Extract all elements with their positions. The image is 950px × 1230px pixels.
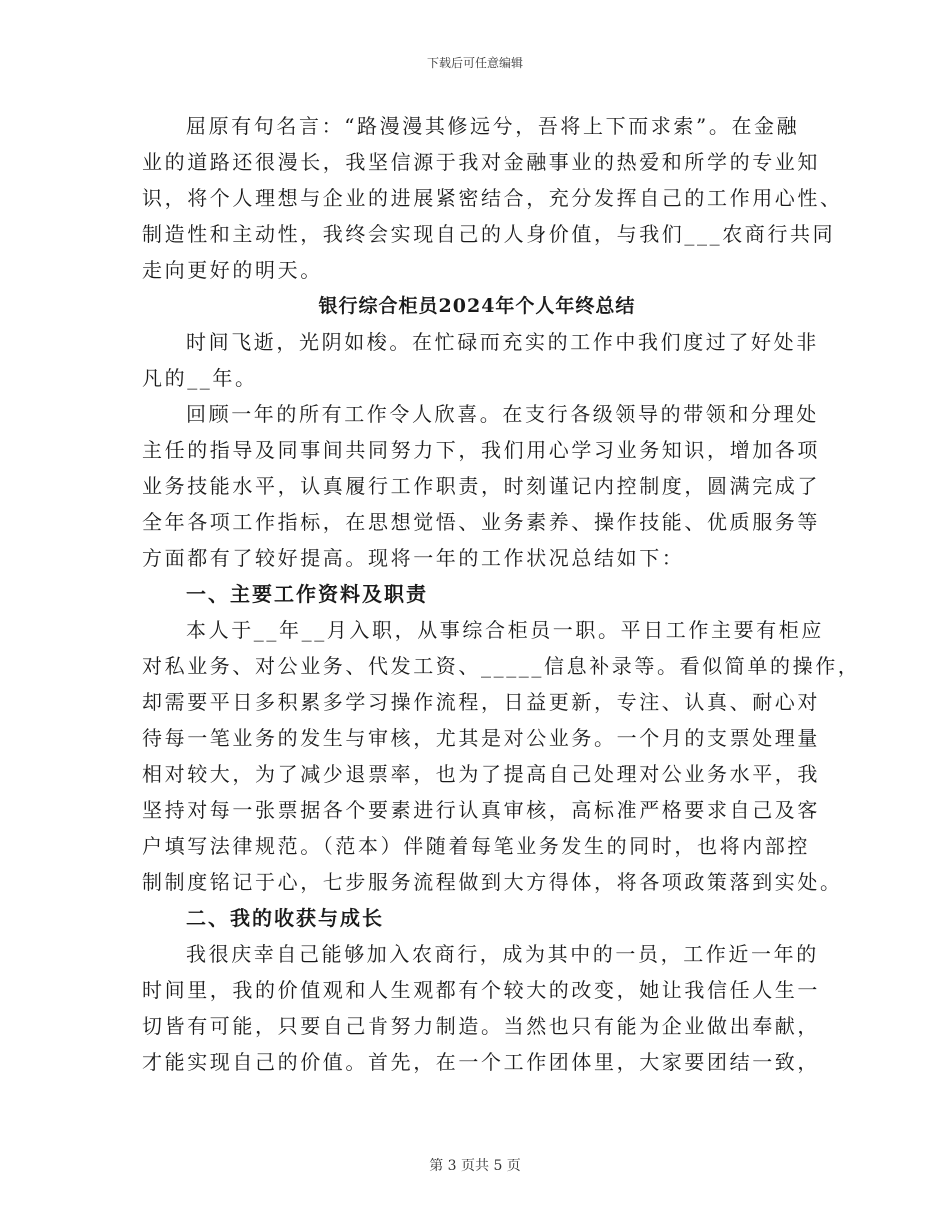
paragraph-line: 制造性和主动性，我终会实现自己的人身价值，与我们___农商行共同 — [142, 222, 836, 246]
section-heading: 一、主要工作资料及职责 — [186, 582, 428, 606]
paragraph-line: 主任的指导及同事间共同努力下，我们用心学习业务知识，增加各项 — [142, 438, 820, 462]
paragraph-line: 才能实现自己的价值。首先，在一个工作团体里，大家要团结一致， — [142, 1050, 820, 1074]
paragraph-line: 业的道路还很漫长，我坚信源于我对金融事业的热爱和所学的专业知 — [142, 150, 820, 174]
paragraph-line: 对私业务、对公业务、代发工资、_____信息补录等。看似简单的操作， — [142, 654, 861, 678]
document-title: 银行综合柜员2024年个人年终总结 — [318, 295, 636, 317]
paragraph-line: 屈原有句名言：“路漫漫其修远兮，吾将上下而求索”。在金融 — [186, 114, 800, 138]
paragraph-line: 识，将个人理想与企业的进展紧密结合，充分发挥自己的工作用心性、 — [142, 186, 843, 210]
page-header-note: 下载后可任意编辑 — [426, 56, 523, 70]
paragraph-line: 待每一笔业务的发生与审核，尤其是对公业务。一个月的支票处理量 — [142, 726, 820, 750]
paragraph-line: 全年各项工作指标，在思想觉悟、业务素养、操作技能、优质服务等 — [142, 510, 820, 534]
document-body — [142, 108, 861, 1080]
paragraph-line: 户填写法律规范。（范本）伴随着每笔业务发生的同时，也将内部控 — [142, 834, 810, 858]
paragraph-line: 坚持对每一张票据各个要素进行认真审核，高标准严格要求自己及客 — [142, 798, 820, 822]
section-heading: 二、我的收获与成长 — [186, 906, 384, 930]
paragraph-line: 时间飞逝，光阴如梭。在忙碌而充实的工作中我们度过了好处非 — [186, 330, 819, 354]
paragraph-line: 我很庆幸自己能够加入农商行，成为其中的一员，工作近一年的 — [186, 942, 819, 966]
paragraph-line: 制制度铭记于心，七步服务流程做到大方得体，将各项政策落到实处。 — [142, 870, 843, 894]
paragraph-line: 时间里，我的价值观和人生观都有个较大的改变，她让我信任人生一 — [142, 978, 820, 1002]
page-number-footer: 第 3 页共 5 页 — [429, 1158, 521, 1174]
paragraph-line: 回顾一年的所有工作令人欣喜。在支行各级领导的带领和分理处 — [186, 402, 819, 426]
paragraph-line: 却需要平日多积累多学习操作流程，日益更新，专注、认真、耐心对 — [142, 690, 820, 714]
paragraph-line: 切皆有可能，只要自己肯努力制造。当然也只有能为企业做出奉献， — [142, 1014, 820, 1038]
paragraph-line: 相对较大，为了减少退票率，也为了提高自己处理对公业务水平，我 — [142, 762, 820, 786]
paragraph-line: 走向更好的明天。 — [142, 258, 323, 282]
paragraph-line: 方面都有了较好提高。现将一年的工作状况总结如下： — [142, 546, 685, 570]
paragraph-line: 本人于__年__月入职，从事综合柜员一职。平日工作主要有柜应 — [186, 618, 824, 642]
paragraph-line: 凡的__年。 — [142, 366, 258, 390]
paragraph-line: 业务技能水平，认真履行工作职责，时刻谨记内控制度，圆满完成了 — [142, 474, 820, 498]
